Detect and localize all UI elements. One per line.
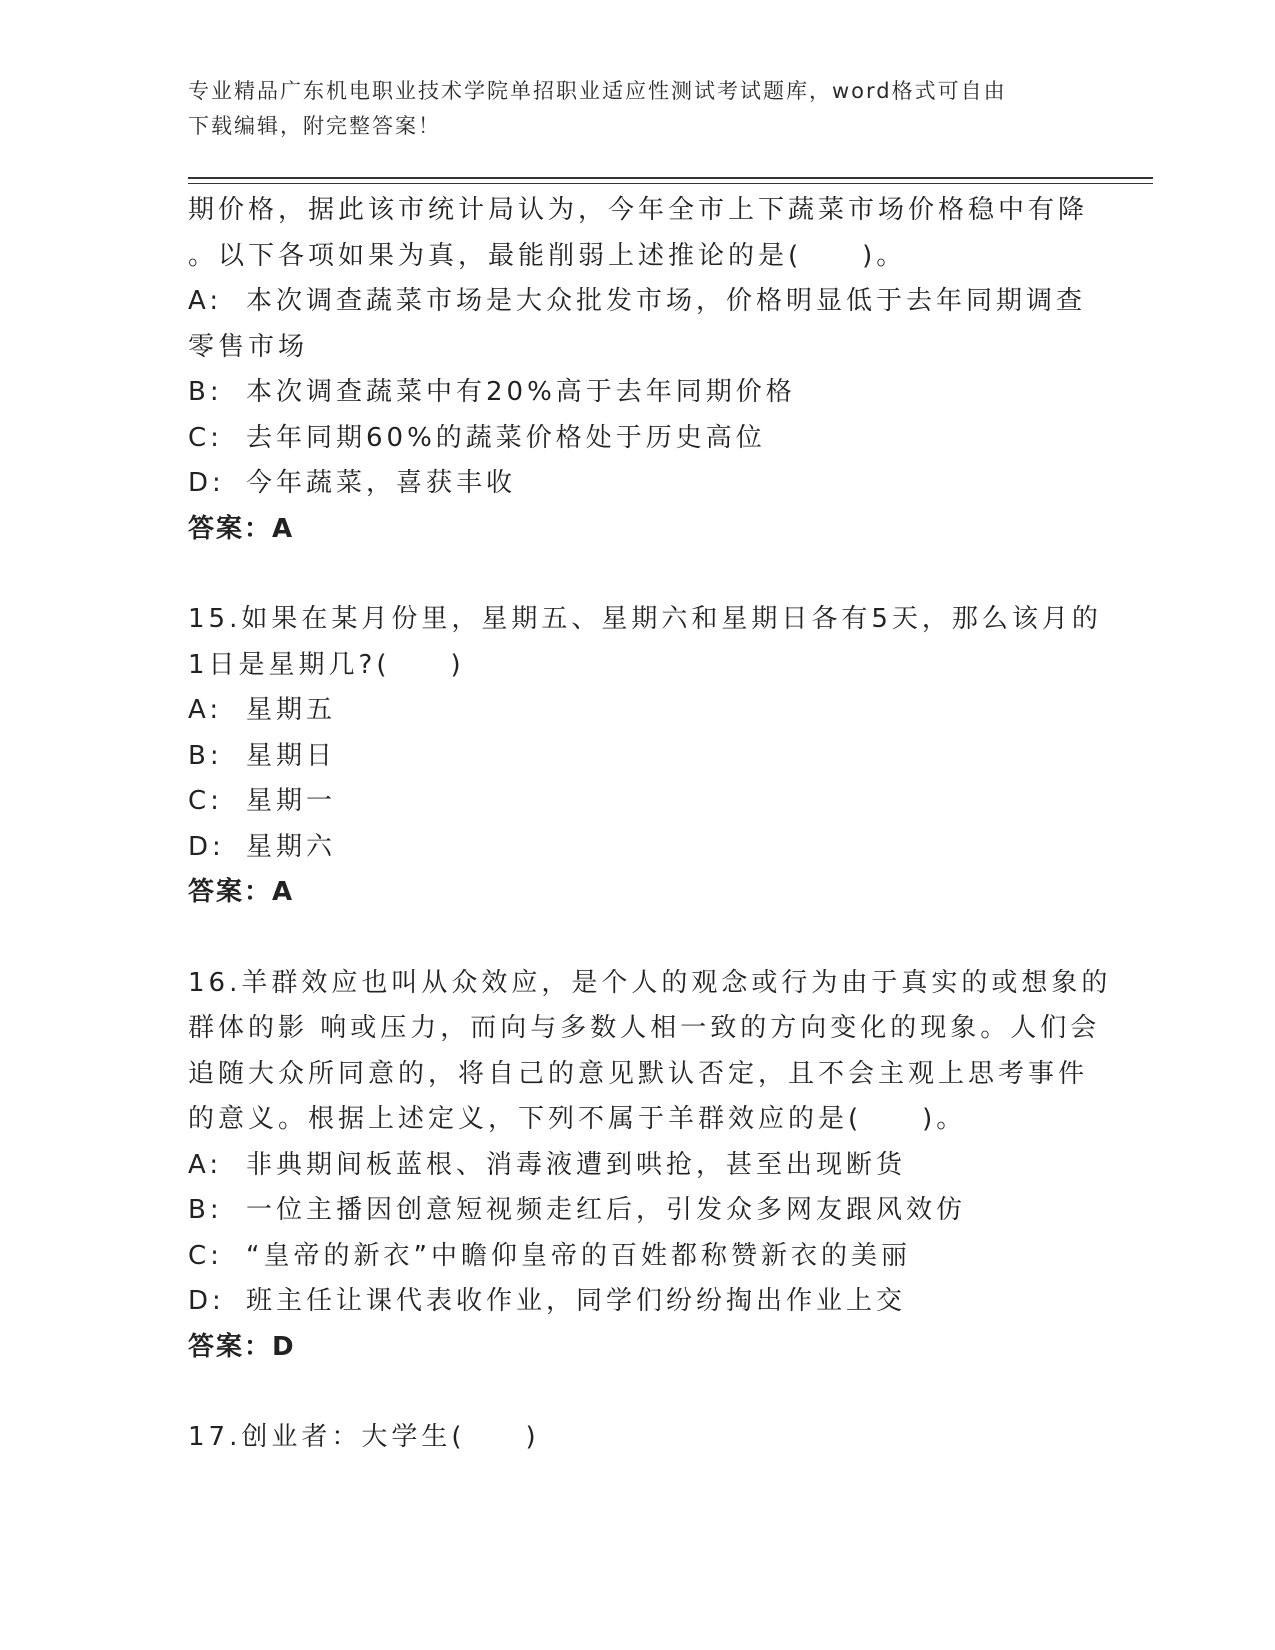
- question-text-line: 追随大众所同意的，将自己的意见默认否定，且不会主观上思考事件: [188, 1058, 1089, 1089]
- question-text-line: 群体的影 响或压力，而向与多数人相一致的方向变化的现象。人们会: [188, 1013, 1101, 1043]
- answer: 答案：A: [188, 513, 295, 544]
- option-a: [188, 279, 1088, 325]
- option-text-continued: 零售市场: [188, 331, 309, 362]
- question-text-line: 的意义。根据上述定义，下列不属于羊群效应的是( )。: [188, 1104, 967, 1134]
- option-text: “皇帝的新衣”中瞻仰皇帝的百姓都称赞新衣的美丽: [246, 1240, 911, 1271]
- document-header: [188, 74, 1068, 144]
- question-text-line: 15.如果在某月份里，星期五、星期六和星期日各有5天，那么该月的: [188, 604, 1102, 634]
- option-text: 本次调查蔬菜市场是大众批发市场，价格明显低于去年同期调查: [246, 286, 1087, 316]
- option-d: [188, 825, 1088, 871]
- option-text: 班主任让课代表收作业，同学们纷纷掏出作业上交: [246, 1286, 907, 1316]
- question-16: [188, 961, 1112, 1371]
- question-15: [188, 597, 1102, 916]
- answer: 答案：D: [188, 1331, 296, 1362]
- option-key: A:: [188, 1149, 223, 1180]
- option-text: 星期六: [246, 831, 337, 862]
- option-text: 今年蔬菜，喜获丰收: [246, 468, 517, 498]
- header-rule-thick: [188, 177, 1153, 179]
- option-key: C:: [188, 1240, 223, 1271]
- question-text-line: 。以下各项如果为真，最能削弱上述推论的是( )。: [188, 240, 907, 271]
- option-b: [188, 734, 1088, 780]
- question-14: [188, 188, 1088, 552]
- option-key: D:: [188, 1286, 225, 1316]
- option-key: C:: [188, 786, 223, 816]
- question-text-line: 17.创业者：大学生( ): [188, 1422, 540, 1452]
- spacer: [188, 552, 1088, 597]
- header-line-2: 下载编辑，附完整答案！: [188, 114, 441, 138]
- answer: 答案：A: [188, 877, 295, 907]
- option-text: 星期日: [246, 740, 337, 771]
- option-key: C:: [188, 422, 223, 453]
- option-key: D:: [188, 468, 225, 498]
- question-text-line: 期价格，据此该市统计局认为，今年全市上下蔬菜市场价格稳中有降: [188, 195, 1089, 225]
- option-text: 非典期间板蓝根、消毒液遭到哄抢，甚至出现断货: [246, 1149, 907, 1180]
- question-text-line: 1日是星期几?( ): [188, 649, 465, 680]
- option-text: 星期一: [246, 786, 337, 816]
- header-line-1: 专业精品广东机电职业技术学院单招职业适应性测试考试题库，word格式可自由: [188, 79, 1007, 103]
- option-c: [188, 1234, 1088, 1280]
- option-text: 本次调查蔬菜中有20%高于去年同期价格: [246, 377, 796, 407]
- option-d: [188, 461, 1088, 507]
- option-key: B:: [188, 1195, 223, 1225]
- spacer: [188, 1370, 1088, 1415]
- option-b: [188, 1188, 1088, 1234]
- question-text-line: 16.羊群效应也叫从众效应，是个人的观念或行为由于真实的或想象的: [188, 967, 1112, 998]
- option-key: D:: [188, 831, 225, 862]
- option-text: 一位主播因创意短视频走红后，引发众多网友跟风效仿: [246, 1195, 967, 1225]
- option-c: [188, 779, 1088, 825]
- option-key: A:: [188, 695, 223, 725]
- option-d: [188, 1279, 1088, 1325]
- option-text: 去年同期60%的蔬菜价格处于历史高位: [246, 422, 766, 453]
- option-text: 星期五: [246, 695, 337, 725]
- option-c: [188, 416, 1088, 462]
- option-a: [188, 688, 1088, 734]
- header-rule-thin: [188, 183, 1153, 184]
- option-key: A:: [188, 286, 223, 316]
- option-key: B:: [188, 377, 223, 407]
- option-b: [188, 370, 1088, 416]
- option-a: [188, 1143, 1088, 1189]
- option-key: B:: [188, 740, 223, 771]
- question-content: [188, 188, 1112, 1461]
- question-17: [188, 1415, 1088, 1461]
- spacer: [188, 916, 1088, 961]
